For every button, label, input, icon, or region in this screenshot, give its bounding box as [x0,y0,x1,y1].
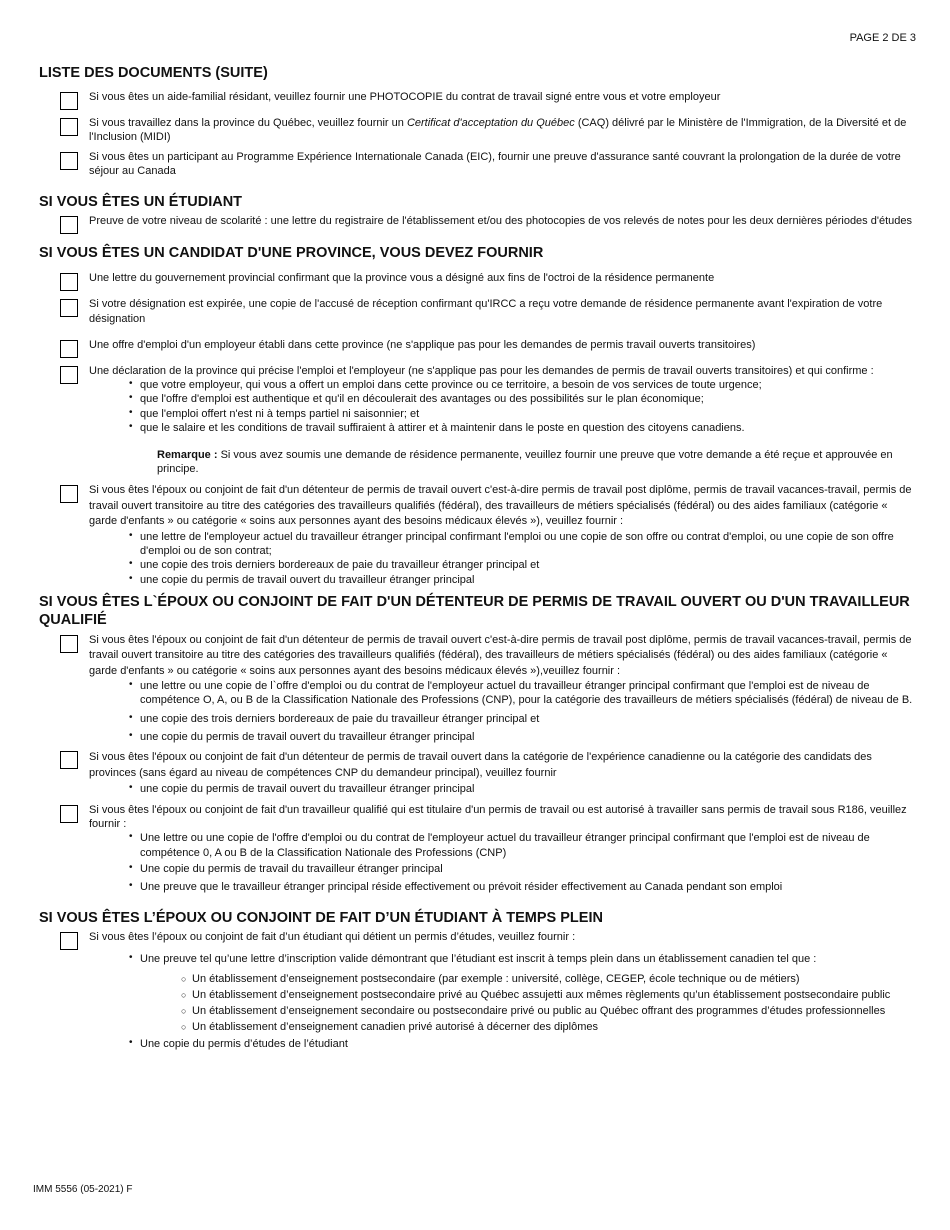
section-title-epoux-detenteur: SI VOUS ÊTES L`ÉPOUX OU CONJOINT DE FAIT D'UN DÉTENTEUR DE PERMIS DE TRAVAIL OUVERT OU D'UN TRAVAILLEUR QUALIFIÉ [39,593,910,628]
form-code-footer: IMM 5556 (05-2021) F [33,1184,133,1195]
checkbox[interactable] [60,118,78,136]
caq-emphasis: Certificat d'acceptation du Québec [406,117,575,130]
checklist-item-aide-familial [39,90,914,104]
checklist-item-epoux-experience-canadienne [39,749,914,797]
list-item: • une copie du permis de travail ouvert du travailleur étranger principal [129,573,914,587]
bullet-list [129,831,914,894]
document-content [39,64,914,1051]
section-title-candidat-province: SI VOUS ÊTES UN CANDIDAT D'UNE PROVINCE, VOUS DEVEZ FOURNIR [39,245,544,262]
checklist-item-designation-expiree [39,297,914,325]
item-text: Si vous êtes l’époux ou conjoint de fait d’un étudiant qui détient un permis d’études, veuillez fournir : [89,931,576,944]
checkbox[interactable] [60,932,78,950]
section-title-etudiant: SI VOUS ÊTES UN ÉTUDIANT [39,194,243,211]
list-item: ○ Un établissement d’enseignement postsecondaire (par exemple : université, collège, CEGEP, école technique ou de métiers) [181,972,914,986]
checkbox[interactable] [60,273,78,291]
checklist-item-eic [39,150,914,178]
checkbox[interactable] [60,485,78,503]
list-item: ○ Un établissement d’enseignement secondaire ou postsecondaire privé ou public au Québec offrant des programmes d’études professionnelles [181,1004,914,1018]
bullet-list [129,530,914,587]
item-text: Si vous travaillez dans la province du Québec, veuillez fournir un Certificat d'acceptation du Québec (CAQ) délivré par le Ministère de l'Immigration, de la Diversité et de l'Inclusion (MIDI) [89,117,907,144]
item-text: Si vous êtes un participant au Programme Expérience Internationale Canada (EIC), fournir une preuve d'assurance santé couvrant la prolongation de la durée de votre séjour au Canada [89,150,901,177]
list-item: • que votre employeur, qui vous a offert un emploi dans cette province ou ce territoire, a besoin de vos services de toute urgence; [129,378,914,392]
item-text: Une offre d'emploi d'un employeur établi dans cette province (ne s'applique pas pour les demandes de permis travail ouverts transitoires) [89,338,756,351]
item-text: Une lettre du gouvernement provincial confirmant que la province vous a désigné aux fins de l'octroi de la résidence permanente [89,272,715,285]
circle-list [181,972,914,1035]
list-item: ○ Un établissement d’enseignement postsecondaire privé au Québec assujetti aux mêmes règlements qu’un établissement postsecondaire public [181,988,914,1002]
page-number: PAGE 2 DE 3 [849,32,916,44]
checklist-item-lettre-gouvernement [39,271,914,285]
list-item: • Une preuve tel qu’une lettre d’inscription valide démontrant que l’étudiant est inscrit à temps plein dans un établissement canadien tel que : ○ Un établissement d’enseignement postsecondaire (par exemple : université, collège, CEGEP, école technique ou de métiers) ○ Un établissement d’enseignement postsecondaire privé au Québec assujetti aux mêmes règlements qu’un établissement postsecondaire public ○ Un établissement d’enseignement secondaire ou postsecondaire privé ou public au Québec offrant des programmes d’études professionnelles ○ Un établissement d’enseignement canadien privé autorisé à décerner des diplômes [129,952,914,1035]
checkbox[interactable] [60,152,78,170]
checklist-item-epoux-detenteur-permis [39,633,914,744]
list-item: • Une lettre ou une copie de l'offre d'emploi ou du contrat de l'employeur actuel du travailleur étranger principal confirmant que l'emploi est de niveau de compétence 0, A ou B de la Classification Nationale des Professions (CNP) [129,831,914,859]
checklist-item-caq [39,116,914,144]
list-item: • que l'emploi offert n'est ni à temps partiel ni saisonnier; et [129,407,914,421]
bullet-list [129,781,914,797]
checkbox[interactable] [60,751,78,769]
checklist-item-declaration-province [39,364,914,476]
checkbox[interactable] [60,805,78,823]
item-text: Si vous êtes l'époux ou conjoint de fait d'un travailleur qualifié qui est titulaire d'un permis de travail ou est autorisé à travailler sans permis de travail sous R186, veuillez fournir : [89,804,907,831]
note-label: Remarque : [157,449,218,462]
item-text: Si votre désignation est expirée, une copie de l'accusé de réception confirmant qu'IRCC a reçu votre demande de résidence permanente avant l'expiration de votre désignation [89,298,883,325]
item-text: Si vous êtes l'époux ou conjoint de fait d'un détenteur de permis de travail ouvert c'est-à-dire permis de travail post diplôme, permis de travail vacances-travail, permis de travail ouvert transitoire au titre des catégories des travailleurs qualifiés (fédéral), des travailleurs de métiers spécialisés (fédéral) ou des aides familiaux (catégorie « garde d'enfants » ou catégorie « soins aux personnes ayant des besoins médicaux élevés »), veuillez fournir : [89,484,912,528]
list-item: • une copie des trois derniers bordereaux de paie du travailleur étranger principal et [129,712,914,726]
list-item: • une copie du permis de travail ouvert du travailleur étranger principal [129,781,914,797]
item-text: Si vous êtes l'époux ou conjoint de fait d'un détenteur de permis de travail ouvert dans la catégorie de l'expérience canadienne ou la catégorie des candidats des provinces (sans égard au niveau de compétences CNP du demandeur principal), veuillez fournir [89,751,872,780]
checklist-item-scolarite [39,214,914,228]
item-text: Si vous êtes l'époux ou conjoint de fait d'un détenteur de permis de travail ouvert c'est-à-dire permis de travail post diplôme, permis de travail vacances-travail, permis de travail ouvert transitoire au titre des catégories des travailleurs qualifiés (fédéral), des travailleurs de métiers spécialisés (fédéral) ou des aides familiaux (catégorie « garde d'enfants » ou catégorie « soins aux personnes ayant des besoins médicaux élevés »),veuillez fournir : [89,633,912,677]
item-text: Une déclaration de la province qui précise l'emploi et l'employeur (ne s'applique pas pour les demandes de permis de travail ouverts transitoires) et qui confirme : [89,365,874,378]
list-item: • une copie des trois derniers bordereaux de paie du travailleur étranger principal et [129,558,914,572]
checkbox[interactable] [60,635,78,653]
checkbox[interactable] [60,92,78,110]
checklist-item-offre-emploi [39,338,914,352]
list-item: • Une preuve que le travailleur étranger principal réside effectivement ou prévoit résider effectivement au Canada pendant son emploi [129,880,914,894]
list-item: ○ Un établissement d’enseignement canadien privé autorisé à décerner des diplômes [181,1020,914,1034]
bullet-list [129,952,914,1051]
checkbox[interactable] [60,366,78,384]
checkbox[interactable] [60,340,78,358]
remarque-note: Remarque : Si vous avez soumis une demande de résidence permanente, veuillez fournir une preuve que votre demande a été reçue et approuvée en principe. [157,449,893,476]
list-item: • que l'offre d'emploi est authentique et qu'il en découlerait des avantages ou des possibilités sur le plan économique; [129,392,914,406]
checkbox[interactable] [60,216,78,234]
item-text: Preuve de votre niveau de scolarité : une lettre du registraire de l'établissement et/ou des photocopies de vos relevés de notes pour les deux dernières périodes d'études [89,215,912,228]
list-item: • que le salaire et les conditions de travail suffiraient à attirer et à maintenir dans le poste en question des citoyens canadiens. [129,421,914,435]
bullet-list [129,679,914,744]
section-title-documents-suite: LISTE DES DOCUMENTS (SUITE) [39,65,268,81]
checklist-item-epoux-etudiant [39,930,914,1050]
list-item: • Une copie du permis de travail du travailleur étranger principal [129,862,914,876]
list-item: • Une copie du permis d’études de l’étudiant [129,1037,914,1051]
checklist-item-epoux-permis-ouvert [39,483,914,586]
list-item: • une lettre ou une copie de l`offre d'emploi ou du contrat de l'employeur actuel du travailleur étranger principal confirmant que l'emploi est de niveau de compétence O, A, ou B de la Classification Nationale des Professions (CNP), pour la catégorie des travailleurs de métiers spécialisés (fédéral) de niveau de B. [129,679,914,707]
checkbox[interactable] [60,299,78,317]
section-title-epoux-etudiant: SI VOUS ÊTES L’ÉPOUX OU CONJOINT DE FAIT D’UN ÉTUDIANT À TEMPS PLEIN [39,910,603,927]
list-item: • une lettre de l'employeur actuel du travailleur étranger principal confirmant l'emploi ou une copie de son offre ou contrat d'emploi, ou une copie de son offre d'emploi ou de son contrat; [129,530,914,558]
item-text: Si vous êtes un aide-familial résidant, veuillez fournir une PHOTOCOPIE du contrat de travail signé entre vous et votre employeur [89,91,721,103]
list-item: • une copie du permis de travail ouvert du travailleur étranger principal [129,730,914,744]
checklist-item-epoux-travailleur-qualifie [39,803,914,894]
bullet-list [129,378,914,435]
